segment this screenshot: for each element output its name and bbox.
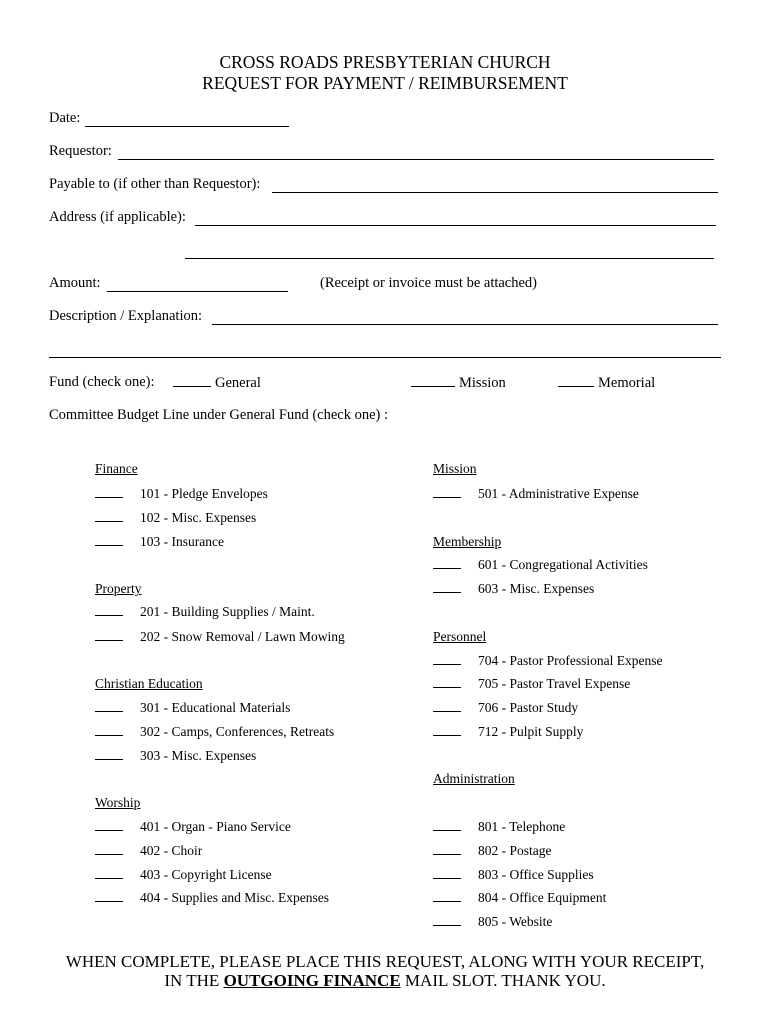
checkbox-401[interactable] [95,819,123,831]
section-personnel-title: Personnel [433,629,487,644]
budget-line-501[interactable] [433,486,639,502]
checkbox-804[interactable] [433,890,461,902]
budget-line-label: 705 - Pastor Travel Expense [478,676,631,691]
checkbox-103[interactable] [95,534,123,546]
budget-line-label: 802 - Postage [478,843,552,858]
budget-line-label: 101 - Pledge Envelopes [140,486,268,501]
checkbox-704[interactable] [433,653,461,665]
checkbox-803[interactable] [433,867,461,879]
budget-line-label: 706 - Pastor Study [478,700,579,715]
section-finance-title: Finance [95,461,138,476]
section-worship-title: Worship [95,795,141,810]
budget-line-805[interactable] [433,914,552,930]
checkbox-403[interactable] [95,867,123,879]
address-field-line2[interactable] [185,258,714,259]
fund-general-label: General [215,375,261,391]
section-mission-title: Mission [433,461,477,476]
budget-line-603[interactable] [433,581,594,597]
form-title: REQUEST FOR PAYMENT / REIMBURSEMENT [202,73,568,93]
section-administration-title: Administration [433,771,515,786]
committee-budget-label: Committee Budget Line under General Fund (check one) : [49,407,389,423]
amount-field[interactable] [107,291,288,292]
fund-option-memorial[interactable] [558,374,655,392]
receipt-note: (Receipt or invoice must be attached) [320,275,538,291]
checkbox-101[interactable] [95,486,123,498]
budget-line-202[interactable] [95,629,345,645]
address-label: Address (if applicable): [49,209,186,225]
budget-line-label: 202 - Snow Removal / Lawn Mowing [140,629,345,644]
budget-line-label: 103 - Insurance [140,534,224,549]
checkbox-801[interactable] [433,819,461,831]
budget-line-label: 303 - Misc. Expenses [140,748,257,763]
budget-line-label: 201 - Building Supplies / Maint. [140,604,315,619]
fund-option-general[interactable] [173,374,261,392]
checkbox-712[interactable] [433,724,461,736]
budget-line-label: 102 - Misc. Expenses [140,510,257,525]
checkbox-302[interactable] [95,724,123,736]
checkbox-301[interactable] [95,700,123,712]
fund-mission-checkbox[interactable] [411,374,455,387]
description-field-line2[interactable] [49,357,721,358]
budget-line-label: 712 - Pulpit Supply [478,724,584,739]
budget-line-303[interactable] [95,748,256,764]
budget-line-705[interactable] [433,676,630,692]
checkbox-706[interactable] [433,700,461,712]
budget-line-403[interactable] [95,867,272,883]
address-field-line1[interactable] [195,225,716,226]
section-membership-title: Membership [433,534,502,549]
budget-line-label: 804 - Office Equipment [478,890,607,905]
checkbox-802[interactable] [433,843,461,855]
footer-post: MAIL SLOT. THANK YOU. [404,971,606,990]
checkbox-201[interactable] [95,604,123,616]
description-label: Description / Explanation: [49,308,203,324]
budget-line-801[interactable] [433,819,565,835]
fund-option-mission[interactable] [411,374,506,392]
budget-line-301[interactable] [95,700,290,716]
requestor-field[interactable] [118,159,714,160]
payable-to-label: Payable to (if other than Requestor): [49,176,261,192]
budget-line-601[interactable] [433,557,648,573]
budget-line-label: 704 - Pastor Professional Expense [478,653,663,668]
budget-line-712[interactable] [433,724,583,740]
footer-pre: IN THE [164,971,220,990]
checkbox-601[interactable] [433,557,461,569]
budget-line-201[interactable] [95,604,315,620]
budget-line-label: 501 - Administrative Expense [478,486,639,501]
fund-mission-label: Mission [459,375,506,391]
fund-memorial-checkbox[interactable] [558,374,594,387]
date-label: Date: [49,110,81,126]
budget-line-704[interactable] [433,653,662,669]
checkbox-303[interactable] [95,748,123,760]
outgoing-finance-emphasis: OUTGOING FINANCE [223,971,401,990]
footer-instruction-line1: WHEN COMPLETE, PLEASE PLACE THIS REQUEST, ALONG WITH YOUR RECEIPT, [65,952,705,971]
date-field[interactable] [85,126,289,127]
checkbox-202[interactable] [95,629,123,641]
section-property-title: Property [95,581,142,596]
payable-to-field[interactable] [272,192,718,193]
budget-line-label: 302 - Camps, Conferences, Retreats [140,724,335,739]
budget-line-label: 404 - Supplies and Misc. Expenses [140,890,329,905]
amount-label: Amount: [49,275,101,291]
fund-memorial-label: Memorial [598,375,656,391]
budget-line-102[interactable] [95,510,256,526]
budget-line-706[interactable] [433,700,578,716]
fund-label: Fund (check one): [49,374,155,390]
footer-instruction-line2 [0,971,770,991]
budget-line-402[interactable] [95,843,202,859]
fund-general-checkbox[interactable] [173,374,211,387]
description-field-line1[interactable] [212,324,718,325]
budget-line-101[interactable] [95,486,268,502]
checkbox-501[interactable] [433,486,461,498]
checkbox-603[interactable] [433,581,461,593]
checkbox-404[interactable] [95,890,123,902]
checkbox-805[interactable] [433,914,461,926]
checkbox-705[interactable] [433,676,461,688]
requestor-label: Requestor: [49,143,112,159]
checkbox-402[interactable] [95,843,123,855]
budget-line-label: 301 - Educational Materials [140,700,291,715]
budget-line-label: 805 - Website [478,914,553,929]
budget-line-label: 803 - Office Supplies [478,867,594,882]
budget-line-803[interactable] [433,867,594,883]
budget-line-label: 403 - Copyright License [140,867,272,882]
budget-line-label: 402 - Choir [140,843,203,858]
church-name: CROSS ROADS PRESBYTERIAN CHURCH [219,52,551,72]
budget-line-404[interactable] [95,890,329,906]
budget-line-302[interactable] [95,724,334,740]
budget-line-label: 603 - Misc. Expenses [478,581,595,596]
budget-line-802[interactable] [433,843,552,859]
budget-line-804[interactable] [433,890,606,906]
budget-line-label: 401 - Organ - Piano Service [140,819,291,834]
budget-line-103[interactable] [95,534,224,550]
budget-line-label: 601 - Congregational Activities [478,557,648,572]
budget-line-401[interactable] [95,819,291,835]
checkbox-102[interactable] [95,510,123,522]
section-christian-education-title: Christian Education [95,676,203,691]
budget-line-label: 801 - Telephone [478,819,566,834]
